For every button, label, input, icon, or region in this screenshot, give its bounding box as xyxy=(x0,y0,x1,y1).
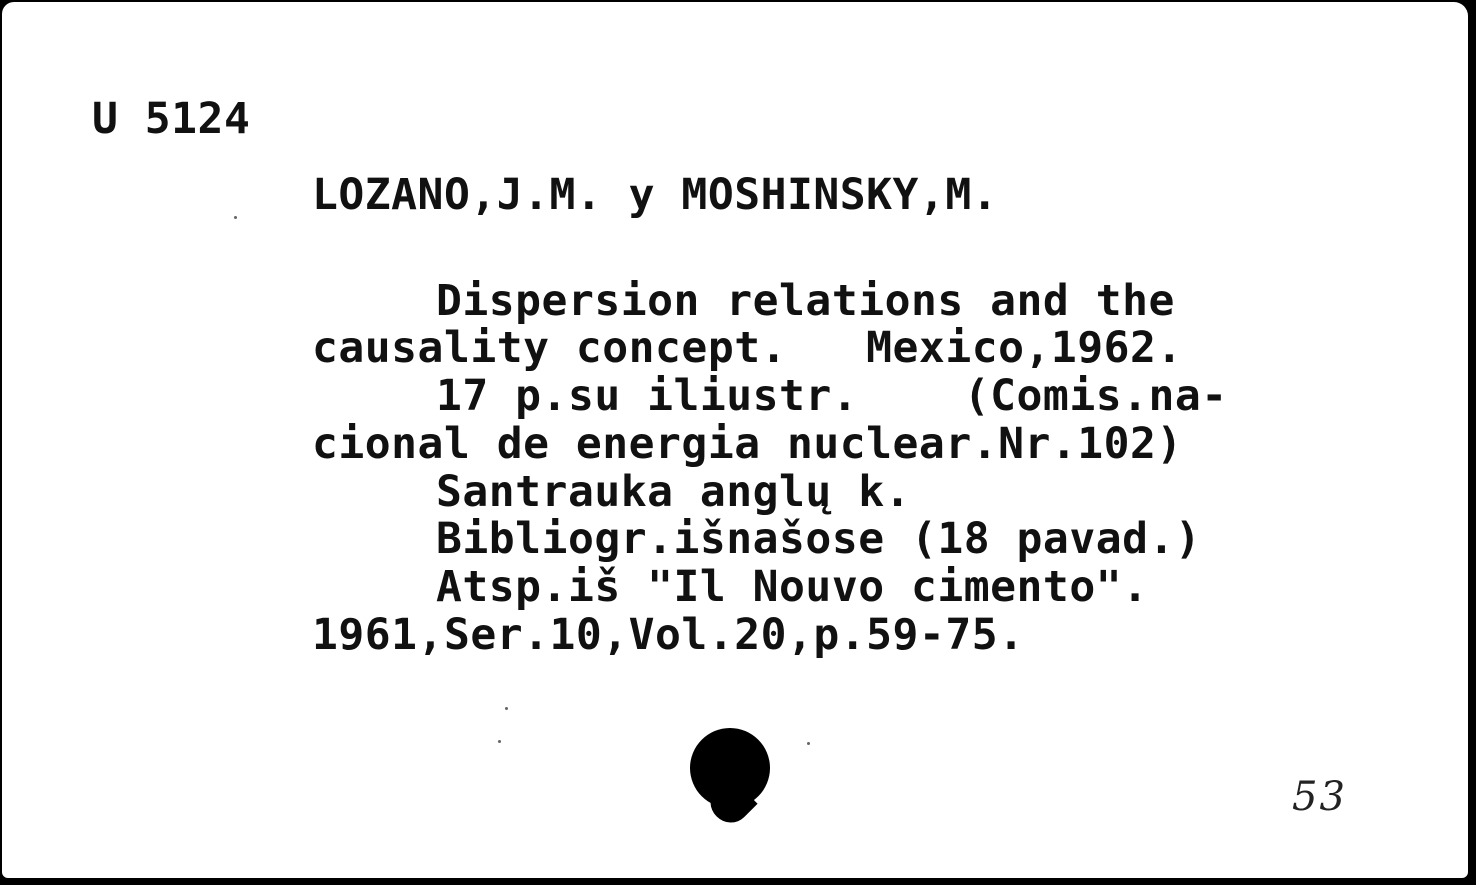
speck xyxy=(234,216,237,219)
speck xyxy=(807,742,810,745)
title-line-1: Dispersion relations and the xyxy=(436,276,1175,326)
reprint-note: Atsp.iš "Il Nouvo cimento". xyxy=(436,562,1149,612)
series-line: cional de energia nuclear.Nr.102) xyxy=(312,419,1183,469)
title-line-2: causality concept. Mexico,1962. xyxy=(312,323,1183,373)
handwritten-number: 53 xyxy=(1292,774,1347,820)
catalog-card xyxy=(2,2,1468,878)
call-number: U 5124 xyxy=(92,94,251,144)
reprint-source-line: 1961,Ser.10,Vol.20,p.59-75. xyxy=(312,610,1025,660)
pagination-line: 17 p.su iliustr. (Comis.na- xyxy=(436,371,1228,421)
authors: LOZANO,J.M. y MOSHINSKY,M. xyxy=(312,170,999,220)
speck xyxy=(498,740,501,743)
summary-note: Santrauka anglų k. xyxy=(436,467,911,517)
speck xyxy=(505,707,508,710)
bibliography-note: Bibliogr.išnašose (18 pavad.) xyxy=(436,514,1202,564)
punch-hole xyxy=(690,728,770,808)
